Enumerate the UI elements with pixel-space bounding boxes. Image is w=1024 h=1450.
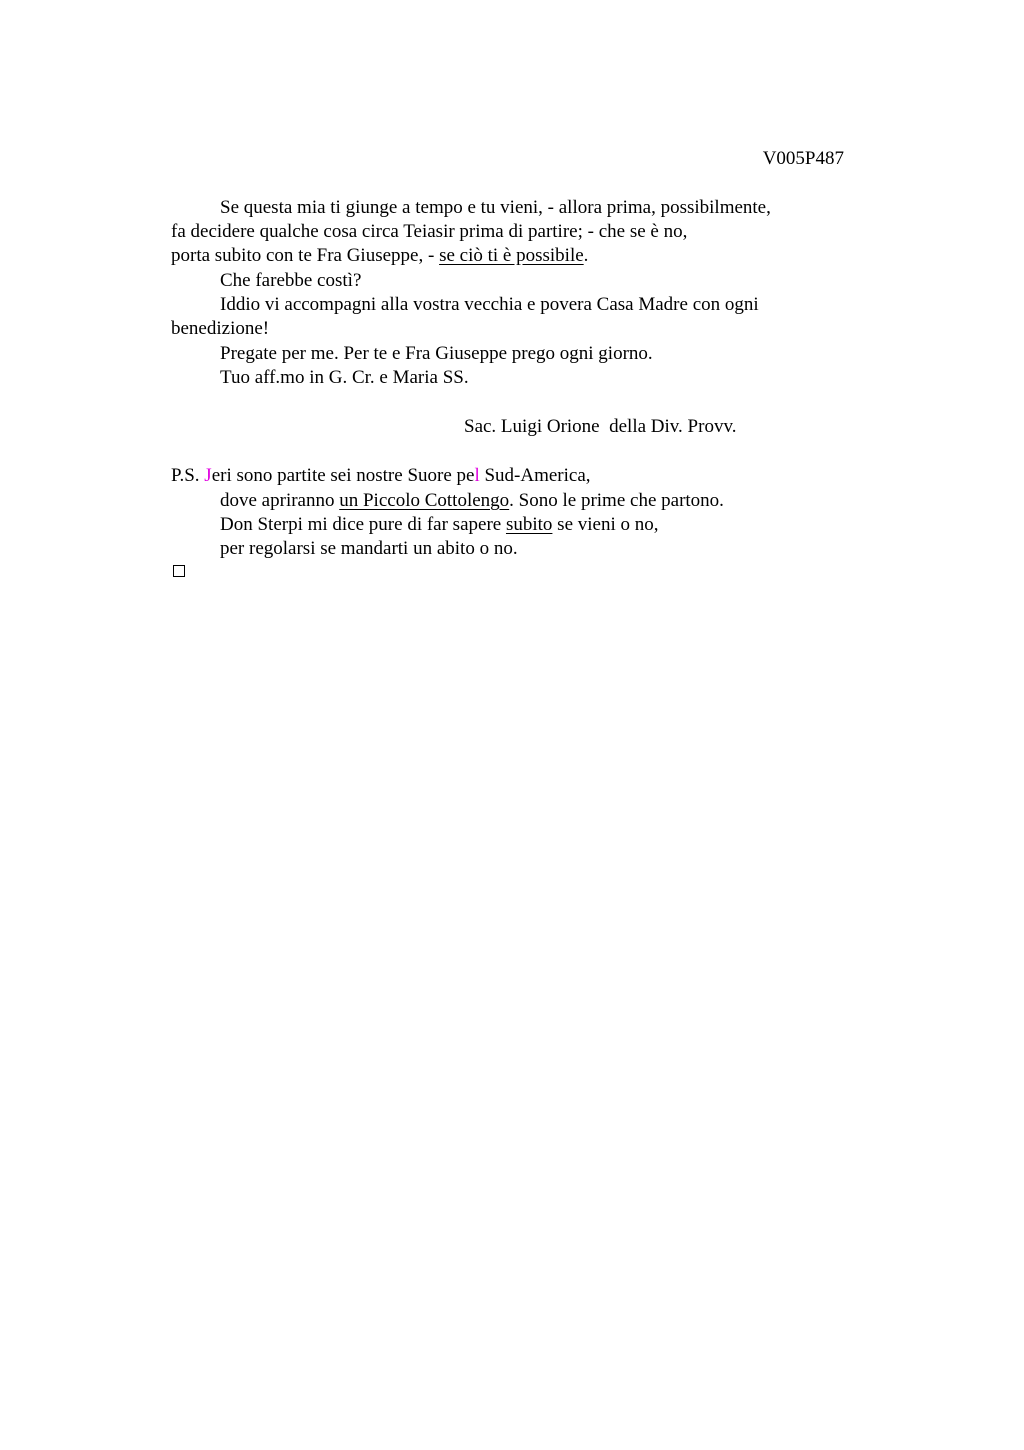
end-square-icon [173, 565, 185, 577]
signature: Sac. Luigi Orione della Div. Provv. [464, 416, 737, 437]
paragraph-1-line-2: fa decidere qualche cosa circa Teiasir prima di partire; - che se è no, [171, 221, 688, 242]
paragraph-3-line-1: Iddio vi accompagni alla vostra vecchia e povera Casa Madre con ogni [220, 294, 759, 315]
postscript-line-3-end: se vieni o no, [552, 514, 659, 535]
paragraph-3-line-2: benedizione! [171, 318, 270, 339]
postscript-line-4: per regolarsi se mandarti un abito o no. [220, 538, 518, 559]
paragraph-2: Che farebbe costì? [220, 270, 362, 291]
highlighted-letter-j: J [204, 465, 212, 486]
underlined-cottolengo: un Piccolo Cottolengo [339, 490, 510, 511]
underlined-phrase: se ciò ti è possibile [439, 245, 584, 266]
postscript-line-3 [220, 513, 659, 537]
postscript-line-2-text: dove apriranno [220, 490, 340, 511]
document-code: V005P487 [762, 148, 844, 169]
underlined-subito: subito [505, 514, 553, 535]
postscript-line-2 [220, 489, 724, 513]
postscript-line-2-end: . Sono le prime che partono. [509, 490, 724, 511]
paragraph-4: Pregate per me. Per te e Fra Giuseppe prego ogni giorno. [220, 343, 653, 364]
paragraph-1-line-3 [171, 244, 588, 268]
paragraph-5: Tuo aff.mo in G. Cr. e Maria SS. [220, 367, 469, 388]
paragraph-1-line-1: Se questa mia ti giunge a tempo e tu vieni, - allora prima, possibilmente, [220, 197, 771, 218]
paragraph-1-line-3-text: porta subito con te Fra Giuseppe, - [171, 245, 440, 266]
paragraph-1-line-3-end: . [583, 245, 589, 266]
postscript-line-3-text: Don Sterpi mi dice pure di far sapere [220, 514, 506, 535]
postscript-line-1-end: Sud-America, [479, 465, 591, 486]
postscript-line-1 [171, 464, 591, 488]
highlighted-letter-l: l [474, 465, 480, 486]
postscript-line-1-text: eri sono partite sei nostre Suore pe [211, 465, 475, 486]
postscript-label: P.S. [171, 465, 205, 486]
